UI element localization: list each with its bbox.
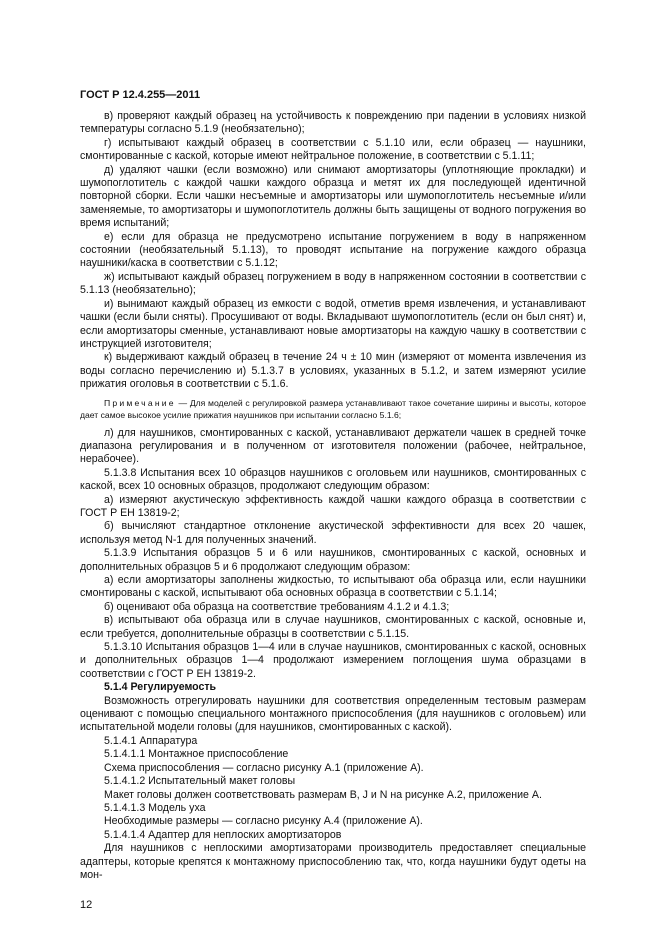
paragraph: б) вычисляют стандартное отклонение акустической эффективности для всех 20 чашек, используя метод N-1 для полученных значений. bbox=[80, 520, 586, 546]
paragraph: Схема приспособления — согласно рисунку А.1 (приложение А). bbox=[104, 761, 424, 774]
note-label: Примечание bbox=[104, 397, 176, 408]
paragraph: 5.1.4.1.2 Испытательный макет головы bbox=[104, 775, 296, 788]
paragraph: 5.1.4.1.4 Адаптер для неплоских амортизаторов bbox=[104, 828, 342, 841]
paragraph: а) измеряют акустическую эффективность каждой чашки каждого образца в соответствии с ГОСТ Р ЕН 13819-2; bbox=[80, 493, 586, 519]
paragraph: 5.1.3.10 Испытания образцов 1—4 или в случае наушников, смонтированных с каской, основных и дополнительных образцов 1—4 продолжают измерением поглощения шума образцами в соответствии с ГОСТ Р ЕН 13819-2. bbox=[80, 641, 586, 680]
paragraph: и) вынимают каждый образец из емкости с водой, отметив время извлечения, и устанавливают чашки (если были сняты). Просушивают от воды. Вкладывают шумопоглотитель (если он был снят) и, если амортизаторы сменные, устанавливают новые амортизаторы на каждую чашку в соответствии с инструкцией изготовителя; bbox=[80, 297, 586, 350]
paragraph: е) если для образца не предусмотрено испытание погружением в воду в напряженном состоянии (необязательный 5.1.13), то проводят испытание на погружение каждого образца наушники/каска в соответствии с 5.1.12; bbox=[80, 230, 586, 270]
paragraph: к) выдерживают каждый образец в течение 24 ч ± 10 мин (измеряют от момента извлечения из воды согласно перечислению и) 5.1.3.7 в условиях, указанных в 5.1.2, и затем измеряют усилие прижатия оголовья в соответствии с 5.1.6. bbox=[80, 351, 586, 391]
paragraph: 5.1.3.9 Испытания образцов 5 и 6 или наушников, смонтированных с каской, основных и дополнительных образцов 5 и 6 продолжают следующим образом: bbox=[80, 547, 586, 573]
paragraph: а) если амортизаторы заполнены жидкостью, то испытывают оба образца или, если наушники смонтированы с каской, испытывают оба основных образца в соответствии с 5.1.14; bbox=[80, 574, 586, 600]
page-number: 12 bbox=[80, 899, 93, 912]
paragraph: б) оценивают оба образца на соответствие требованиям 4.1.2 и 4.1.3; bbox=[104, 600, 450, 613]
paragraph: Для наушников с неплоскими амортизаторами производитель предоставляет специальные адаптеры, которые крепятся к монтажному приспособлению так, что, когда наушники будут одеты на мон- bbox=[80, 842, 586, 881]
paragraph: л) для наушников, смонтированных с каской, устанавливают держатели чашек в средней точке диапазона регулирования и в полученном от изготовителя положении (рабочее, нейтральное, нерабочее). bbox=[80, 426, 586, 466]
paragraph: д) удаляют чашки (если возможно) или снимают амортизаторы (уплотняющие прокладки) и шумопоглотитель с каждой чашки каждого образца и метят их для последующей идентичной повторной сборки. Если чашки несъемные и амортизаторы или шумопоглотитель несъемные и/или заменяемые, то амортизаторы и шумопоглотитель должны быть защищены от водного погружения во время испытаний; bbox=[80, 163, 586, 230]
paragraph: 5.1.4.1 Аппаратура bbox=[104, 734, 198, 747]
paragraph: 5.1.4.1.1 Монтажное приспособление bbox=[104, 748, 289, 761]
paragraph: ж) испытывают каждый образец погружением в воду в напряженном состоянии в соответствии с 5.1.13 (необязательно); bbox=[80, 270, 586, 297]
note bbox=[80, 397, 586, 421]
document-body bbox=[80, 110, 586, 882]
paragraph: Необходимые размеры — согласно рисунку А.4 (приложение А). bbox=[104, 815, 423, 828]
note-text: — Для моделей с регулировкой размера устанавливают такое сочетание ширины и высоты, которое дает самое высокое усилие прижатия наушников при испытании согласно 5.1.6; bbox=[80, 397, 586, 420]
paragraph: г) испытывают каждый образец в соответствии с 5.1.10 или, если образец — наушники, смонтированные с каской, которые имеют нейтральное положение, в соответствии с 5.1.11; bbox=[80, 136, 586, 163]
paragraph: Макет головы должен соответствовать размерам B, J и N на рисунке А.2, приложение А. bbox=[104, 788, 542, 801]
paragraph: 5.1.3.8 Испытания всех 10 образцов наушников с оголовьем или наушников, смонтированных с каской, всех 10 основных образцов, продолжают следующим образом: bbox=[80, 466, 586, 493]
document-header: ГОСТ Р 12.4.255—2011 bbox=[80, 89, 201, 101]
paragraph: в) проверяют каждый образец на устойчивость к повреждению при падении в условиях низкой температуры согласно 5.1.9 (необязательно); bbox=[80, 110, 586, 136]
paragraph: в) испытывают оба образца или в случае наушников, смонтированных с каской, основные и, если требуется, дополнительные образцы в соответствии с 5.1.15. bbox=[80, 614, 586, 640]
section-title: 5.1.4 Регулируемость bbox=[104, 681, 217, 694]
paragraph: Возможность отрегулировать наушники для соответствия определенным тестовым размерам оценивают с помощью специального монтажного приспособления (для наушников с оголовьем) или испытательной модели головы (для наушников, смонтированных с каской). bbox=[80, 694, 586, 734]
paragraph: 5.1.4.1.3 Модель уха bbox=[104, 801, 206, 814]
